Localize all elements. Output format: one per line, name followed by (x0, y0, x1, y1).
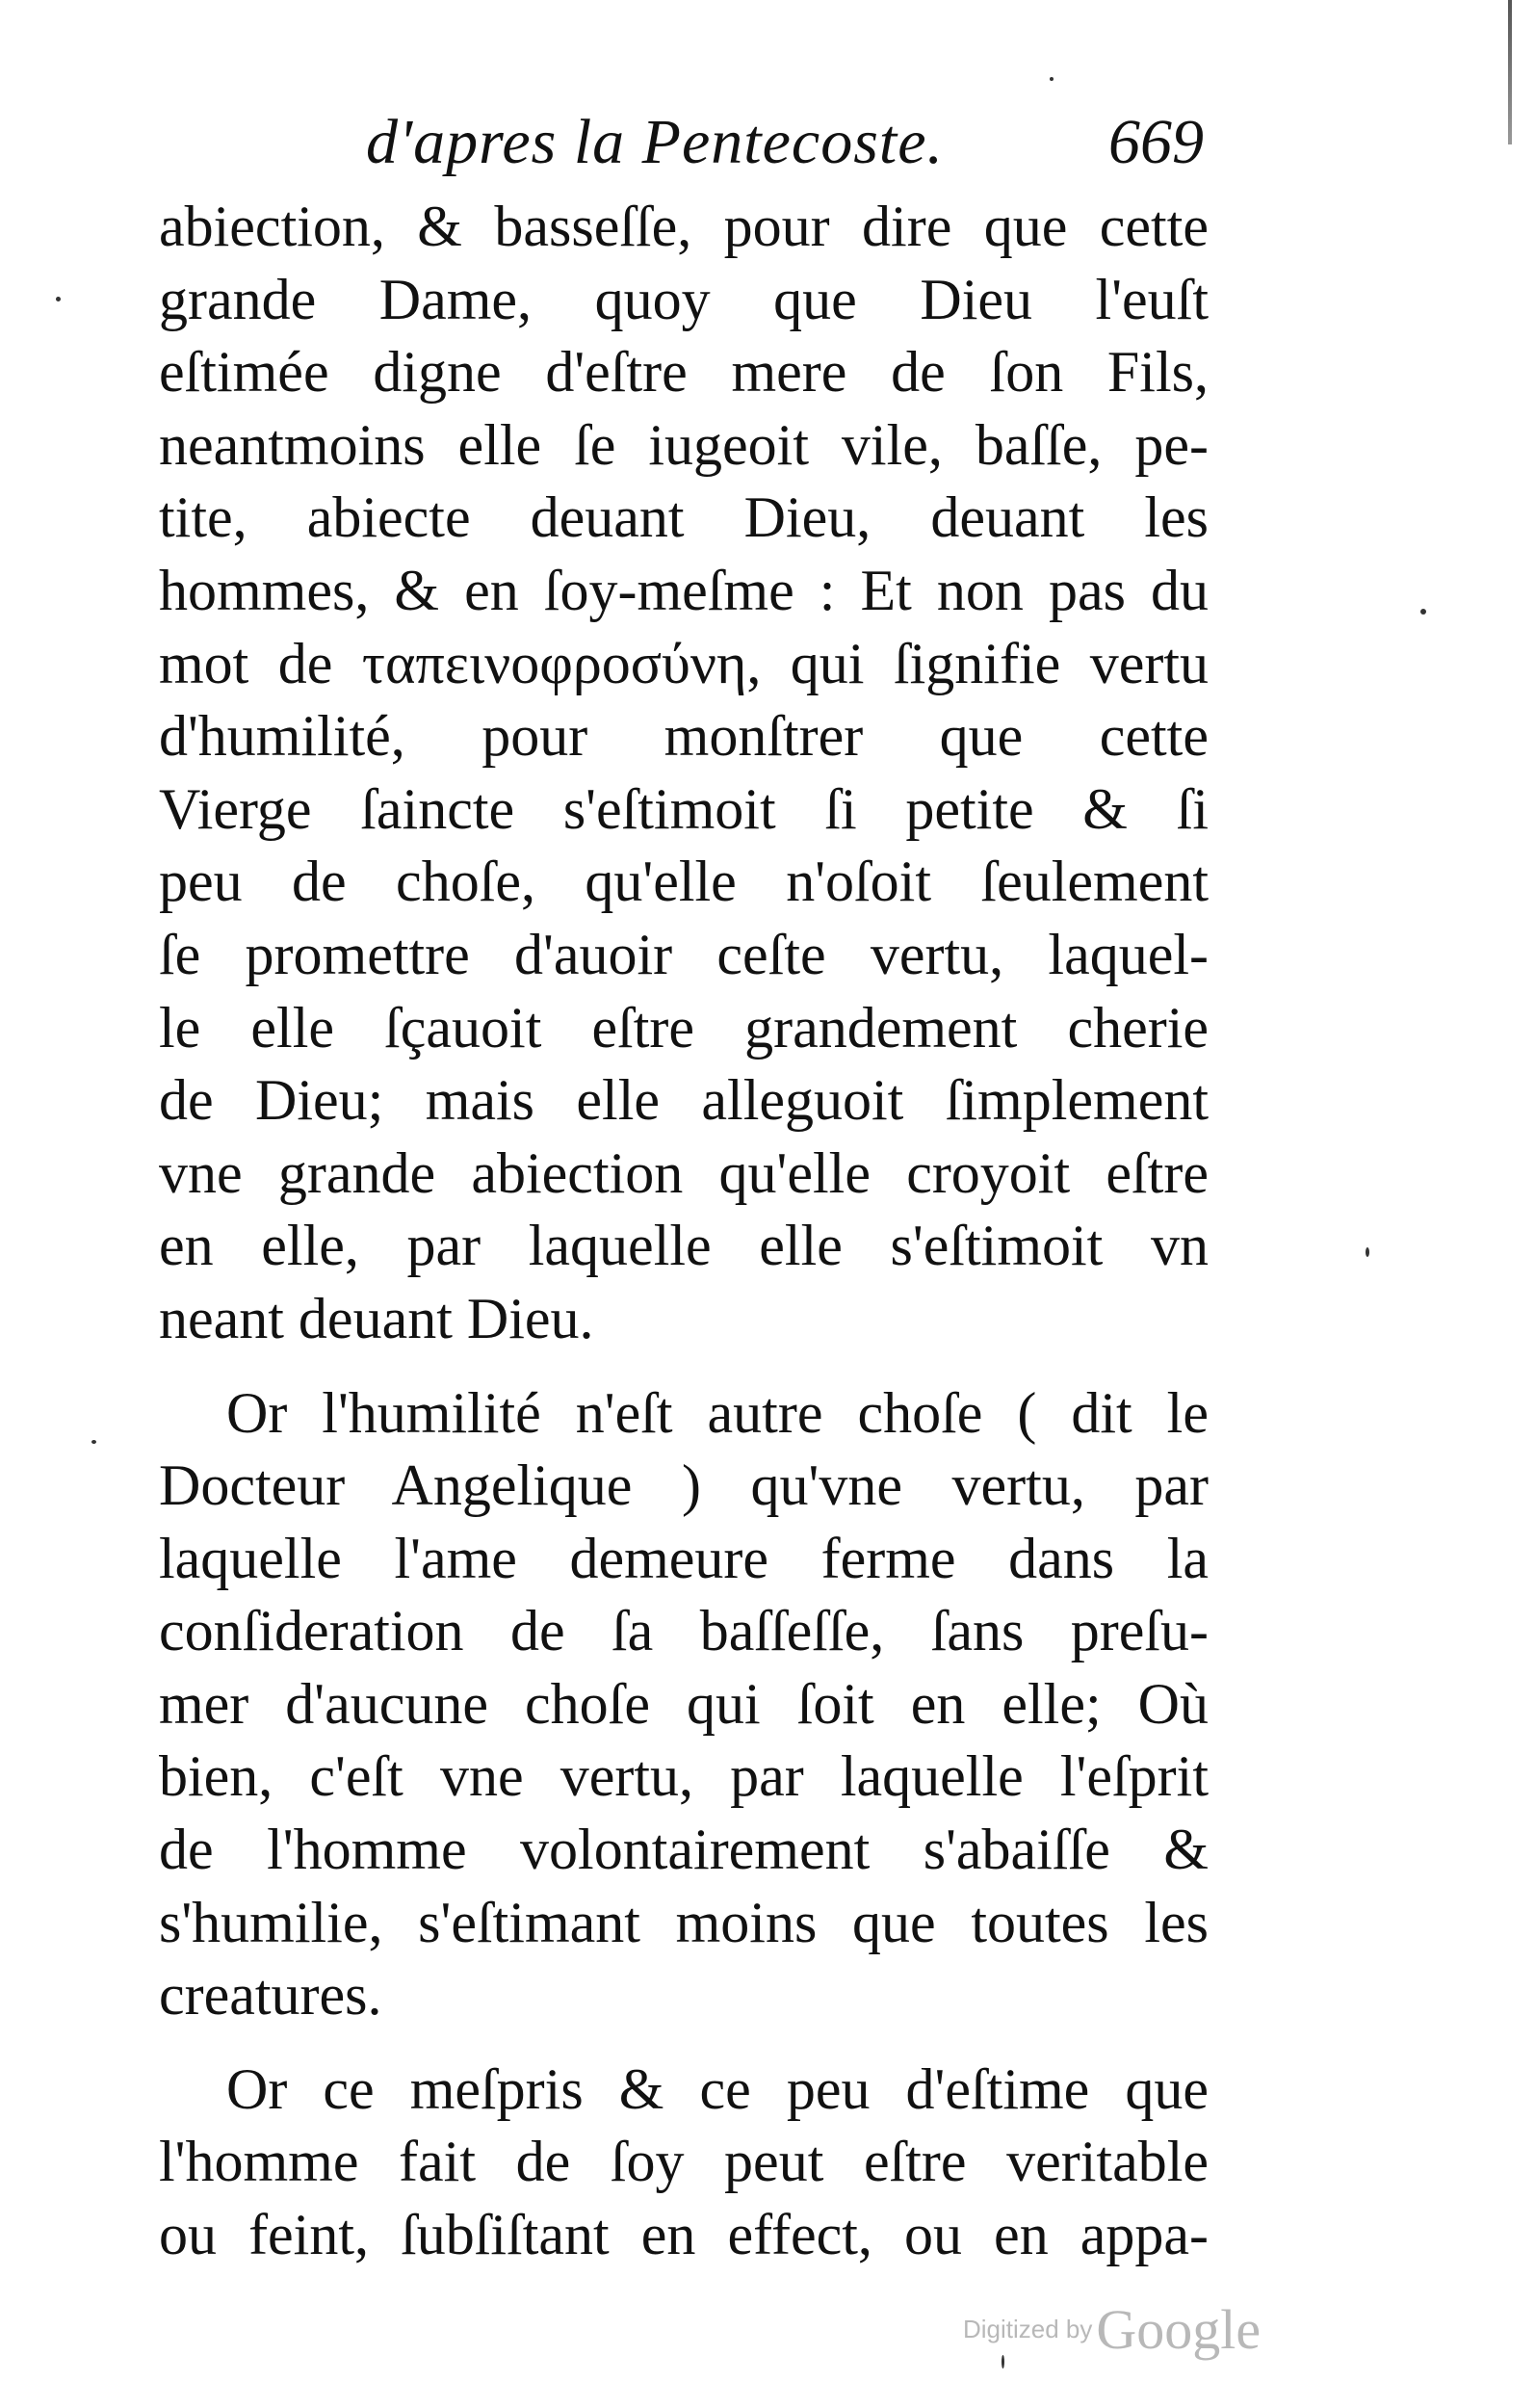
running-title: d'apres la Pentecoste. (366, 107, 945, 177)
text-line: de l'homme volontairement s'abaiſſe & (159, 1818, 1209, 1882)
text-line: eſtimée digne d'eſtre mere de ſon Fils, (159, 340, 1209, 405)
page-edge (1508, 0, 1512, 144)
digitization-watermark (963, 2297, 1261, 2362)
text-line: laquelle l'ame demeure ferme dans la (159, 1526, 1209, 1590)
text-line: ſe promettre d'auoir ceſte vertu, laquel- (159, 922, 1209, 986)
text-line: Vierge ſaincte s'eſtimoit ſi petite & ſi (159, 776, 1209, 841)
text-line: Docteur Angelique ) qu'vne vertu, par (159, 1453, 1209, 1518)
text-line: Or l'humilité n'eſt autre choſe ( dit le (226, 1380, 1209, 1445)
text-line: en elle, par laquelle elle s'eſtimoit vn (159, 1214, 1209, 1278)
paragraph (159, 1377, 1209, 2032)
text-line: grande Dame, quoy que Dieu l'euſt (159, 267, 1209, 331)
paragraph (159, 191, 1209, 1356)
scan-speck (91, 1440, 96, 1444)
watermark-prefix: Digitized by (963, 2315, 1093, 2343)
text-line: Or ce meſpris & ce peu d'eſtime que (226, 2056, 1209, 2121)
text-line: tite, abiecte deuant Dieu, deuant les (159, 485, 1209, 550)
scan-speck (1002, 2355, 1004, 2369)
scan-speck (56, 297, 61, 301)
text-line: mot de ταπεινοφροσύνη, qui ſignifie vertu (159, 631, 1209, 695)
text-line: vne grande abiection qu'elle croyoit eſtre (159, 1140, 1209, 1205)
text-line: mer d'aucune choſe qui ſoit en elle; Où (159, 1671, 1209, 1736)
scan-speck (1366, 1247, 1369, 1257)
text-line: le elle ſçauoit eſtre grandement cherie (159, 995, 1209, 1060)
google-logo: Google (1096, 2298, 1262, 2361)
scan-speck (1420, 609, 1426, 615)
text-line: neantmoins elle ſe iugeoit vile, baſſe, pe- (159, 412, 1209, 477)
text-line: creatures. (159, 1963, 382, 2028)
text-line: conſideration de ſa baſſeſſe, ſans preſu- (159, 1599, 1209, 1663)
text-line: hommes, & en ſoy-meſme : Et non pas du (159, 558, 1209, 622)
text-line: de Dieu; mais elle alleguoit ſimplement (159, 1068, 1209, 1133)
body-text (159, 191, 1209, 2272)
text-line: l'homme fait de ſoy peut eſtre veritable (159, 2130, 1209, 2194)
scan-speck (1050, 77, 1054, 81)
text-line: abiection, & basseſſe, pour dire que cette (159, 195, 1209, 258)
paragraph (159, 2054, 1209, 2272)
text-line: ou feint, ſubſiſtant en effect, ou en appa- (159, 2203, 1209, 2267)
text-line: neant deuant Dieu. (159, 1286, 594, 1350)
text-line: d'humilité, pour monſtrer que cette (159, 704, 1209, 769)
text-line: s'humilie, s'eſtimant moins que toutes les (159, 1890, 1209, 1954)
text-line: peu de choſe, qu'elle n'oſoit ſeulement (159, 850, 1209, 914)
text-line: bien, c'eſt vne vertu, par laquelle l'eſprit (159, 1744, 1209, 1809)
page-header (366, 106, 1204, 193)
page-number: 669 (1108, 107, 1204, 177)
